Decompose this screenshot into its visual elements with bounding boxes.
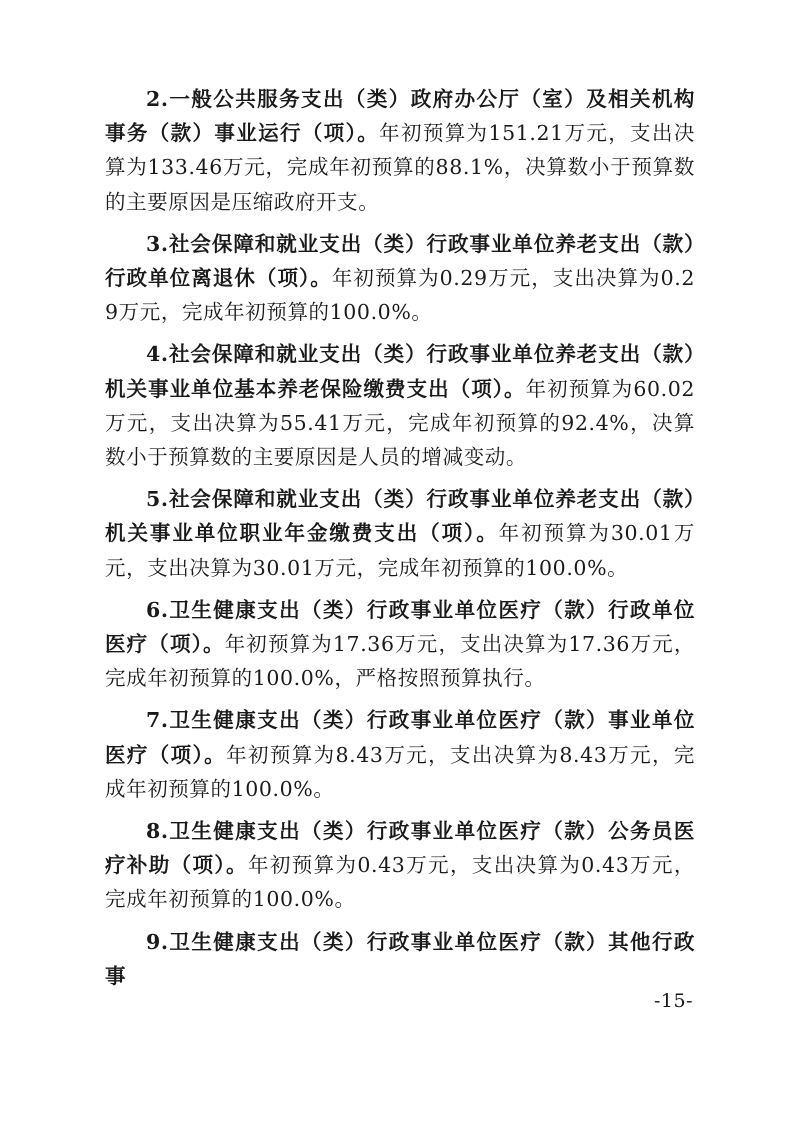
paragraph-heading: 7.卫生健康支出（类）行政事业单位医疗（款）事业单位医疗（项）。	[105, 708, 695, 767]
paragraph-heading: 6.卫生健康支出（类）行政事业单位医疗（款）行政单位医疗（项）。	[105, 597, 695, 657]
paragraph-item-7	[105, 703, 695, 806]
paragraph-heading: 5.社会保障和就业支出（类）行政事业单位养老支出（款）机关事业单位职业年金缴费支出（项）。	[105, 487, 695, 546]
paragraph-item-3	[105, 227, 695, 330]
paragraph-body: 年初预算为0.29万元，支出决算为0.29万元，完成年初预算的100.0%。	[105, 266, 695, 325]
paragraph-heading: 4.社会保障和就业支出（类）行政事业单位养老支出（款）机关事业单位基本养老保险缴费支出（项）。	[105, 342, 695, 401]
paragraph-heading: 3.社会保障和就业支出（类）行政事业单位养老支出（款）行政单位离退休（项）。	[105, 231, 695, 291]
paragraph-body: 年初预算为151.21万元，支出决算为133.46万元，完成年初预算的88.1%，决算数小于预算数的主要原因是压缩政府开支。	[105, 121, 695, 214]
paragraph-body: 年初预算为17.36万元，支出决算为17.36万元，完成年初预算的100.0%，严格按照预算执行。	[105, 632, 695, 691]
paragraph-body: 年初预算为8.43万元，支出决算为8.43万元，完成年初预算的100.0%。	[105, 742, 695, 801]
paragraph-body: 年初预算为60.02万元，支出决算为55.41万元，完成年初预算的92.4%，决算数小于预算数的主要原因是人员的增减变动。	[105, 376, 696, 470]
paragraph-item-9	[105, 925, 695, 993]
paragraph-heading: 9.卫生健康支出（类）行政事业单位医疗（款）其他行政事	[105, 929, 695, 988]
page-number: -15-	[653, 990, 693, 1012]
paragraph-heading: 2.一般公共服务支出（类）政府办公厅（室）及相关机构事务（款）事业运行（项）。	[105, 87, 695, 146]
paragraph-heading: 8.卫生健康支出（类）行政事业单位医疗（款）公务员医疗补助（项）。	[105, 819, 695, 878]
document-page	[105, 82, 695, 1001]
paragraph-body: 年初预算为0.43万元，支出决算为0.43万元，完成年初预算的100.0%。	[105, 853, 695, 912]
paragraph-body: 年初预算为30.01万元，支出决算为30.01万元，完成年初预算的100.0%。	[105, 521, 695, 580]
paragraph-item-8	[105, 814, 695, 917]
paragraph-item-5	[105, 482, 695, 585]
paragraph-item-4	[105, 337, 695, 474]
paragraph-item-6	[105, 593, 695, 696]
paragraph-item-2	[105, 82, 695, 219]
